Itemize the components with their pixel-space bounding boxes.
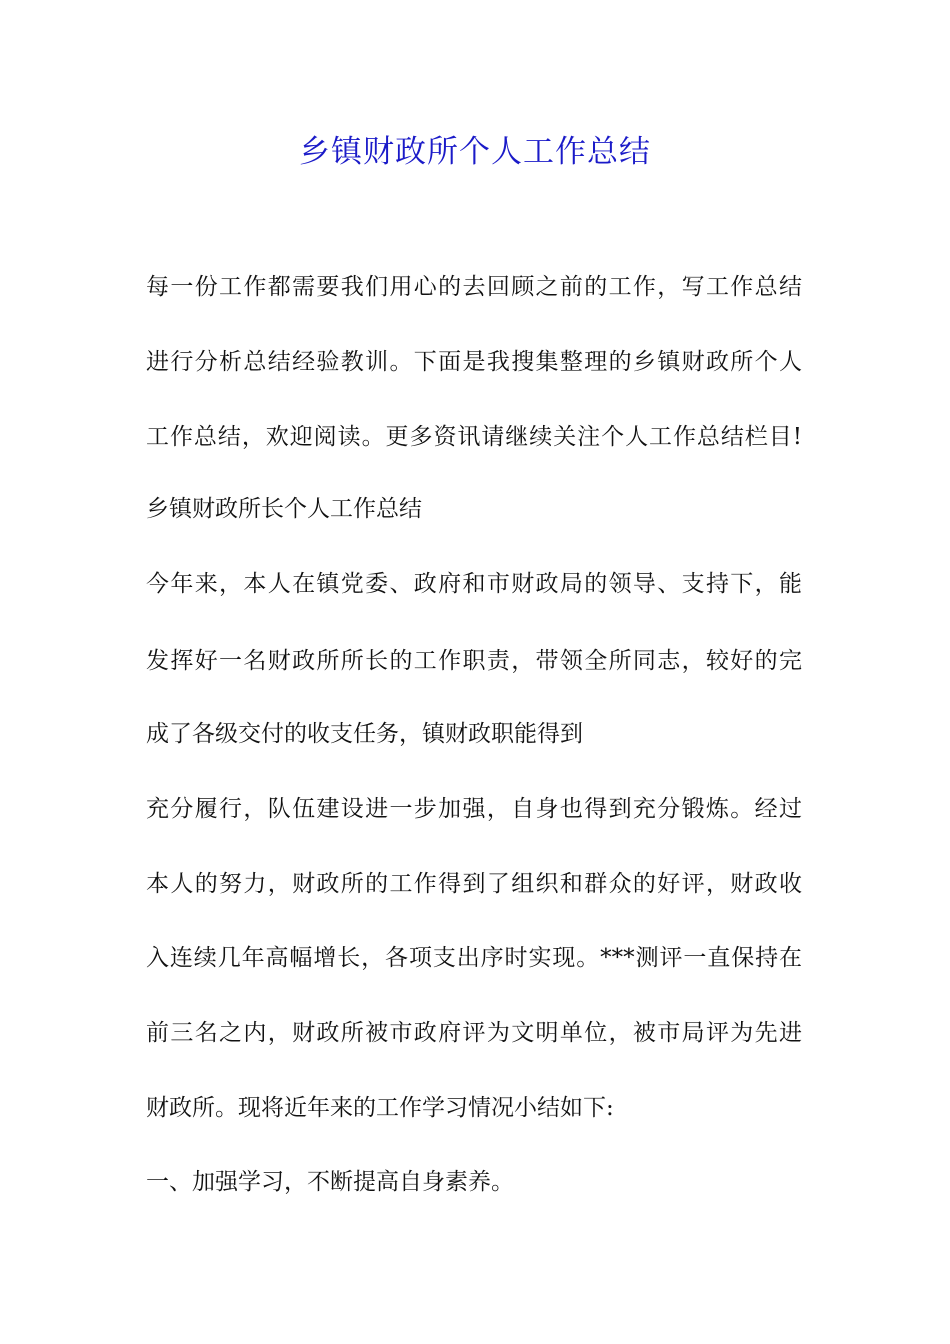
body-line: 工作总结，欢迎阅读。更多资讯请继续关注个人工作总结栏目! bbox=[146, 424, 802, 450]
body-line: 前三名之内，财政所被市政府评为文明单位，被市局评为先进 bbox=[146, 1020, 802, 1046]
body-line: 本人的努力，财政所的工作得到了组织和群众的好评，财政收 bbox=[146, 871, 802, 897]
body-line: 进行分析总结经验教训。下面是我搜集整理的乡镇财政所个人 bbox=[146, 349, 802, 375]
body-line: 每一份工作都需要我们用心的去回顾之前的工作，写工作总结 bbox=[146, 274, 802, 300]
body-line: 入连续几年高幅增长，各项支出序时实现。***测评一直保持在 bbox=[146, 945, 802, 971]
body-line: 成了各级交付的收支任务，镇财政职能得到 bbox=[146, 721, 583, 747]
body-line: 今年来，本人在镇党委、政府和市财政局的领导、支持下，能 bbox=[146, 571, 802, 597]
body-line: 充分履行，队伍建设进一步加强，自身也得到充分锻炼。经过 bbox=[146, 796, 802, 822]
body-line: 财政所。现将近年来的工作学习情况小结如下: bbox=[146, 1095, 614, 1121]
subsection-heading: 一、加强学习，不断提高自身素养。 bbox=[146, 1169, 514, 1195]
body-line: 发挥好一名财政所所长的工作职责，带领全所同志，较好的完 bbox=[146, 648, 802, 674]
document-title: 乡镇财政所个人工作总结 bbox=[299, 134, 651, 170]
section-heading: 乡镇财政所长个人工作总结 bbox=[146, 496, 422, 522]
